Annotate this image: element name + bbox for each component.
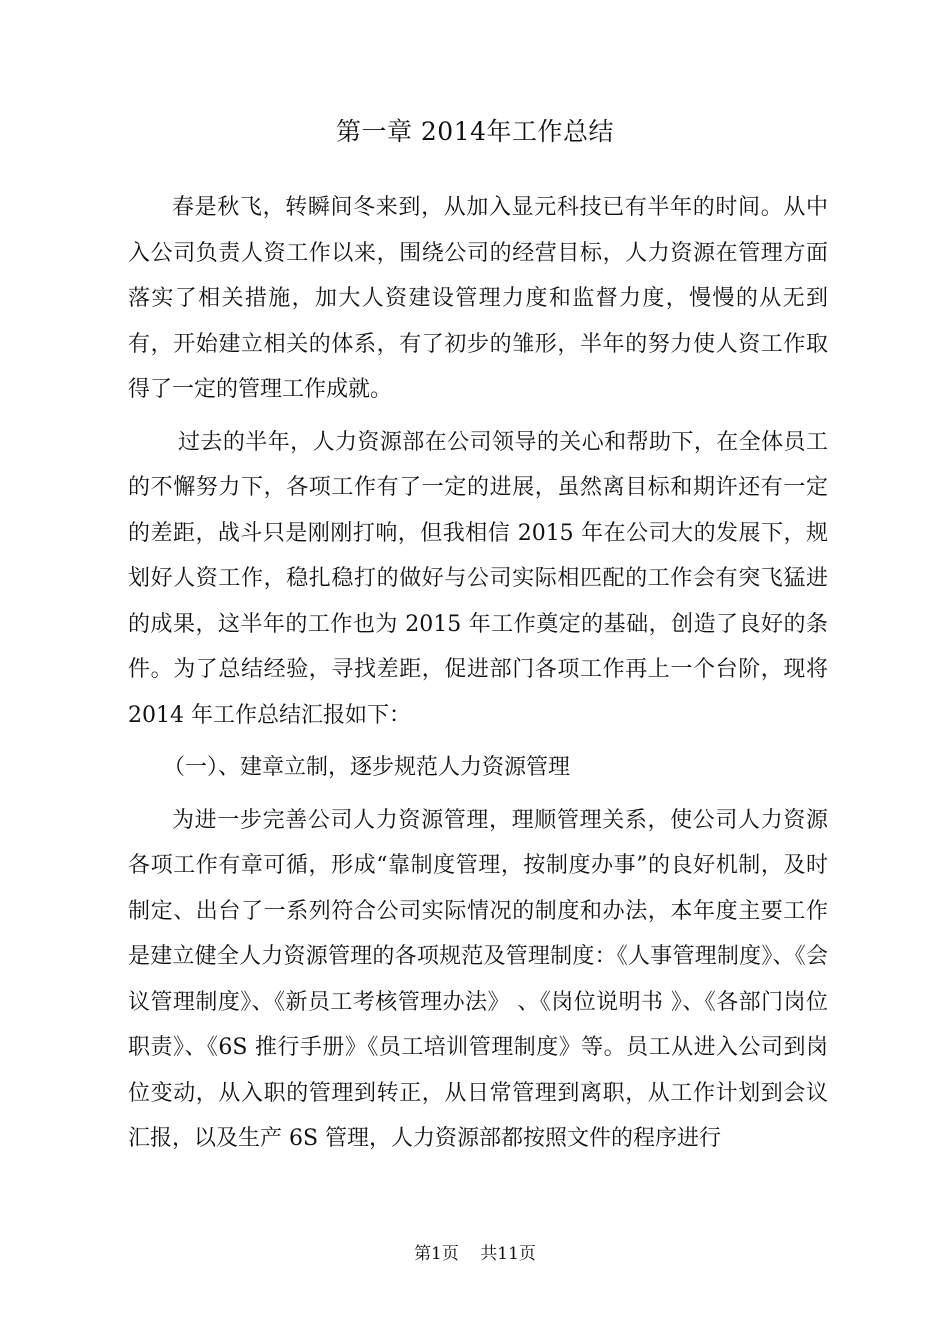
chapter-title: 第一章 2014年工作总结 [335, 117, 615, 146]
paragraph-intro: 春是秋飞，转瞬间冬来到，从加入显元科技已有半年的时间。从中入公司负责人资工作以来，围绕公司的经营目标，人力资源在管理方面落实了相关措施，加大人资建设管理力度和监督力度，慢慢的从无到有，开始建立相关的体系，有了初步的雏形，半年的努力使人资工作取得了一定的管理工作成就。 [128, 195, 828, 402]
page-total: 共11页 [480, 1244, 536, 1264]
page-number: 第1页 [414, 1244, 459, 1264]
document-body [128, 185, 828, 1162]
page-footer [0, 1242, 950, 1266]
section-heading: （一）、建章立制，逐步规范人力资源管理 [163, 755, 571, 780]
paragraph-review: 过去的半年，人力资源部在公司领导的关心和帮助下，在全体员工的不懈努力下，各项工作有了一定的进展，虽然离目标和期许还有一定的差距，战斗只是刚刚打响，但我相信 2015 年在公司大的发展下，规划好人资工作，稳扎稳打的做好与公司实际相匹配的工作会有突飞猛进的成果，这半年的工作也为 2015 年工作奠定的基础，创造了良好的条件。为了总结经验，寻找差距，促进部门各项工作再上一个台阶，现将 2014 年工作总结汇报如下： [128, 429, 828, 728]
paragraph-regulations: 为进一步完善公司人力资源管理，理顺管理关系，使公司人力资源各项工作有章可循，形成“靠制度管理，按制度办事”的良好机制，及时制定、出台了一系列符合公司实际情况的制度和办法，本年度主要工作是建立健全人力资源管理的各项规范及管理制度：《人事管理制度》、《会议管理制度》、《新员工考核管理办法》 、《岗位说明书 》、《各部门岗位职责》、《6S 推行手册》《员工培训管理制度》等。员工从进入公司到岗位变动，从入职的管理到转正，从日常管理到离职，从工作计划到会议汇报，以及生产 6S 管理，人力资源部都按照文件的程序进行 [128, 807, 828, 1151]
